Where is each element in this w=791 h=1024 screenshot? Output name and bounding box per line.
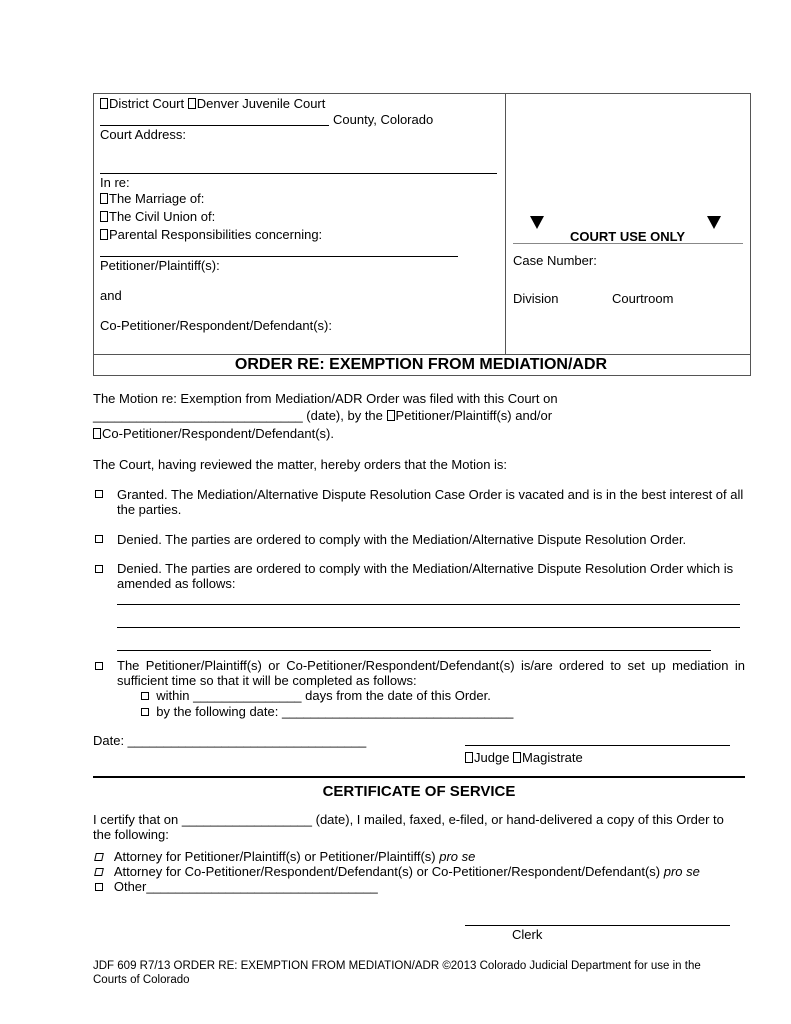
orders-intro: The Court, having reviewed the matter, hereby orders that the Motion is: (93, 457, 508, 472)
motion-petitioner-label: Petitioner/Plaintiff(s) and/or (395, 408, 553, 423)
court-address-label: Court Address: (100, 127, 186, 142)
denied-text-1: Denied. The parties are ordered to comply with the Mediation/Alternative Dispute Resolution Order. (117, 532, 687, 547)
amendment-line-1[interactable] (117, 604, 740, 605)
marriage-checkbox[interactable] (100, 193, 108, 204)
district-court-label: District Court (109, 96, 185, 111)
court-use-only-rule (513, 243, 743, 244)
caption-divider-vertical (505, 93, 506, 354)
judge-label: Judge (474, 750, 510, 765)
following-date-option (141, 704, 513, 719)
civil-union-label: The Civil Union of: (109, 209, 216, 224)
service-checkbox-3[interactable] (95, 883, 103, 891)
service-item-1-pro-se: pro se (439, 849, 476, 864)
court-address-line[interactable] (100, 173, 497, 174)
motion-petitioner-checkbox[interactable] (387, 410, 395, 421)
county-blank-line[interactable] (100, 125, 329, 126)
granted-checkbox[interactable] (95, 490, 103, 498)
civil-union-checkbox[interactable] (100, 211, 108, 222)
denied-text-2: Denied. The parties are ordered to comply with the Mediation/Alternative Dispute Resolution Order which is amended as follows: (117, 561, 734, 591)
certificate-text: I certify that on __________________ (date), I mailed, faxed, e-filed, or hand-delivered a copy of this Order to the following: (93, 812, 724, 842)
granted-text: Granted. The Mediation/Alternative Dispute Resolution Case Order is vacated and is in the best interest of all the parties. (117, 487, 744, 517)
denied-checkbox-1[interactable] (95, 535, 103, 543)
setup-mediation-checkbox[interactable] (95, 662, 103, 670)
clerk-label: Clerk (512, 927, 543, 942)
petitioner-label: Petitioner/Plaintiff(s): (100, 258, 220, 273)
district-court-checkbox[interactable] (100, 98, 108, 109)
motion-copetitioner-checkbox[interactable] (93, 428, 101, 439)
division-label: Division (513, 291, 559, 306)
court-type-line (100, 96, 325, 111)
civil-union-option (100, 209, 215, 224)
magistrate-checkbox[interactable] (513, 752, 521, 763)
parties-name-line[interactable] (100, 256, 458, 257)
in-re-label: In re: (100, 175, 130, 190)
parental-option (100, 227, 322, 242)
clerk-signature-line[interactable] (465, 925, 730, 926)
court-use-only-label: COURT USE ONLY (570, 229, 686, 244)
denied-checkbox-2[interactable] (95, 565, 103, 573)
copetitioner-label: Co-Petitioner/Respondent/Defendant(s): (100, 318, 332, 333)
arrow-down-icon-right (707, 216, 721, 229)
amendment-line-2[interactable] (117, 627, 740, 628)
certificate-title: CERTIFICATE OF SERVICE (322, 783, 516, 800)
motion-line-2 (93, 408, 552, 423)
service-checkbox-1[interactable] (94, 853, 104, 861)
judge-signature-line[interactable] (465, 745, 730, 746)
judge-checkbox[interactable] (465, 752, 473, 763)
service-item-2-text: Attorney for Co-Petitioner/Respondent/Defendant(s) or Co-Petitioner/Respondent/Defendant(s) (113, 864, 664, 879)
motion-copetitioner-label: Co-Petitioner/Respondent/Defendant(s). (102, 426, 334, 441)
case-number-label: Case Number: (513, 253, 597, 268)
within-checkbox[interactable] (141, 692, 149, 700)
and-label: and (100, 288, 122, 303)
parental-checkbox[interactable] (100, 229, 108, 240)
service-item-3-text: Other________________________________ (113, 879, 378, 894)
marriage-option (100, 191, 204, 206)
motion-line-1: The Motion re: Exemption from Mediation/ADR Order was filed with this Court on (93, 391, 558, 406)
date-field[interactable]: Date: _________________________________ (93, 733, 367, 748)
parental-label: Parental Responsibilities concerning: (109, 227, 323, 242)
denver-juvenile-checkbox[interactable] (188, 98, 196, 109)
courtroom-label: Courtroom (612, 291, 674, 306)
marriage-label: The Marriage of: (109, 191, 205, 206)
motion-date-label: (date), by the (306, 408, 383, 423)
service-item-1-text: Attorney for Petitioner/Plaintiff(s) or Petitioner/Plaintiff(s) (113, 849, 440, 864)
amendment-line-3[interactable] (117, 650, 711, 651)
motion-line-3 (93, 426, 334, 441)
following-date-checkbox[interactable] (141, 708, 149, 716)
service-item-1 (95, 849, 475, 864)
judge-magistrate-options (465, 750, 583, 765)
arrow-down-icon-left (530, 216, 544, 229)
county-label: County, Colorado (333, 112, 434, 127)
following-date-text: by the following date: ________________________________ (156, 704, 514, 719)
setup-mediation-text: The Petitioner/Plaintiff(s) or Co-Petitioner/Respondent/Defendant(s) is/are ordered to set up mediation in sufficient time so that it will be completed as follows: (117, 658, 745, 688)
service-checkbox-2[interactable] (94, 868, 104, 876)
footer-line-2: Courts of Colorado (93, 974, 190, 986)
service-item-2-pro-se: pro se (663, 864, 700, 879)
footer-line-1: JDF 609 R7/13 ORDER RE: EXEMPTION FROM MEDIATION/ADR ©2013 Colorado Judicial Department for use in the (93, 960, 701, 972)
service-item-3 (95, 879, 378, 894)
magistrate-label: Magistrate (522, 750, 583, 765)
page-title: ORDER RE: EXEMPTION FROM MEDIATION/ADR (234, 356, 608, 373)
denver-juvenile-label: Denver Juvenile Court (196, 96, 326, 111)
certificate-rule (93, 776, 745, 778)
within-text: within _______________ days from the date of this Order. (156, 688, 491, 703)
service-item-2 (95, 864, 700, 879)
within-option (141, 688, 491, 703)
motion-date-blank[interactable]: _____________________________ (93, 408, 303, 423)
